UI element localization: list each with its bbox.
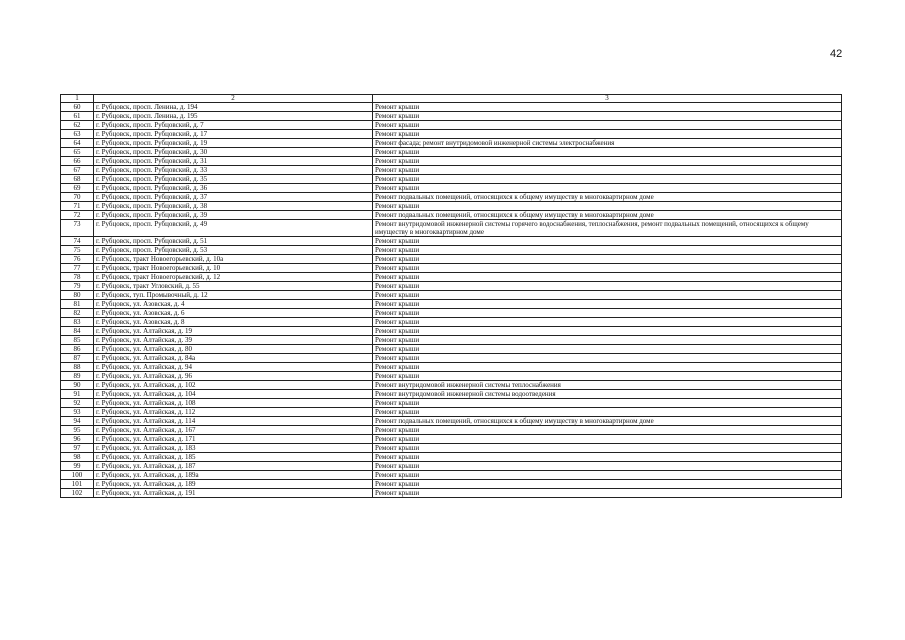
address-cell: г. Рубцовск, тракт Новоегорьевский, д. 10 [94, 264, 373, 273]
address-cell: г. Рубцовск, просп. Рубцовский, д. 31 [94, 157, 373, 166]
work-type-cell: Ремонт крыши [373, 157, 842, 166]
address-cell: г. Рубцовск, просп. Рубцовский, д. 53 [94, 246, 373, 255]
work-type-cell: Ремонт крыши [373, 354, 842, 363]
row-number-cell: 81 [61, 300, 94, 309]
row-number-cell: 82 [61, 309, 94, 318]
work-type-cell: Ремонт крыши [373, 435, 842, 444]
row-number-cell: 92 [61, 399, 94, 408]
address-cell: г. Рубцовск, просп. Рубцовский, д. 38 [94, 202, 373, 211]
table-row [61, 148, 842, 157]
address-cell: г. Рубцовск, ул. Алтайская, д. 167 [94, 426, 373, 435]
row-number-cell: 62 [61, 121, 94, 130]
work-type-cell: Ремонт крыши [373, 471, 842, 480]
address-cell: г. Рубцовск, ул. Алтайская, д. 96 [94, 372, 373, 381]
work-type-cell: Ремонт внутридомовой инженерной системы водоотведения [373, 390, 842, 399]
address-cell: г. Рубцовск, ул. Алтайская, д. 189 [94, 480, 373, 489]
table-row [61, 489, 842, 498]
page-number: 42 [830, 48, 843, 60]
table-row [61, 291, 842, 300]
row-number-cell: 68 [61, 175, 94, 184]
row-number-cell: 91 [61, 390, 94, 399]
address-cell: г. Рубцовск, ул. Алтайская, д. 19 [94, 327, 373, 336]
table-row [61, 309, 842, 318]
table-row [61, 112, 842, 121]
table-row [61, 184, 842, 193]
work-type-cell: Ремонт крыши [373, 336, 842, 345]
work-type-cell: Ремонт крыши [373, 309, 842, 318]
address-cell: г. Рубцовск, ул. Алтайская, д. 187 [94, 462, 373, 471]
header-col-2: 2 [94, 95, 373, 103]
row-number-cell: 89 [61, 372, 94, 381]
address-cell: г. Рубцовск, ул. Азовская, д. 8 [94, 318, 373, 327]
address-cell: г. Рубцовск, ул. Алтайская, д. 94 [94, 363, 373, 372]
table-row [61, 211, 842, 220]
work-type-cell: Ремонт крыши [373, 480, 842, 489]
table-row [61, 166, 842, 175]
work-type-cell: Ремонт внутридомовой инженерной системы теплоснабжения [373, 381, 842, 390]
work-type-cell: Ремонт крыши [373, 130, 842, 139]
address-cell: г. Рубцовск, ул. Алтайская, д. 102 [94, 381, 373, 390]
table-row [61, 157, 842, 166]
work-type-cell: Ремонт крыши [373, 327, 842, 336]
address-cell: г. Рубцовск, просп. Рубцовский, д. 36 [94, 184, 373, 193]
address-cell: г. Рубцовск, тракт Новоегорьевский, д. 12 [94, 273, 373, 282]
table-row [61, 103, 842, 112]
table-row [61, 363, 842, 372]
row-number-cell: 90 [61, 381, 94, 390]
work-type-cell: Ремонт крыши [373, 103, 842, 112]
address-cell: г. Рубцовск, туп. Промывочный, д. 12 [94, 291, 373, 300]
address-cell: г. Рубцовск, ул. Алтайская, д. 189а [94, 471, 373, 480]
row-number-cell: 63 [61, 130, 94, 139]
work-type-cell: Ремонт крыши [373, 175, 842, 184]
work-type-cell: Ремонт крыши [373, 462, 842, 471]
work-type-cell: Ремонт крыши [373, 121, 842, 130]
address-cell: г. Рубцовск, ул. Алтайская, д. 39 [94, 336, 373, 345]
table-row [61, 345, 842, 354]
row-number-cell: 94 [61, 417, 94, 426]
address-cell: г. Рубцовск, просп. Ленина, д. 195 [94, 112, 373, 121]
header-col-1: 1 [61, 95, 94, 103]
work-type-cell: Ремонт крыши [373, 363, 842, 372]
row-number-cell: 99 [61, 462, 94, 471]
table-row [61, 453, 842, 462]
table-row [61, 354, 842, 363]
address-cell: г. Рубцовск, просп. Рубцовский, д. 51 [94, 237, 373, 246]
work-type-cell: Ремонт крыши [373, 273, 842, 282]
table-row [61, 327, 842, 336]
row-number-cell: 67 [61, 166, 94, 175]
work-type-cell: Ремонт подвальных помещений, относящихся к общему имуществу в многоквартирном доме [373, 193, 842, 202]
work-type-cell: Ремонт крыши [373, 148, 842, 157]
address-cell: г. Рубцовск, просп. Рубцовский, д. 35 [94, 175, 373, 184]
table-row [61, 390, 842, 399]
address-cell: г. Рубцовск, просп. Рубцовский, д. 49 [94, 220, 373, 237]
table-row [61, 255, 842, 264]
work-type-cell: Ремонт крыши [373, 300, 842, 309]
table-row [61, 318, 842, 327]
work-type-cell: Ремонт крыши [373, 264, 842, 273]
work-type-cell: Ремонт крыши [373, 318, 842, 327]
address-cell: г. Рубцовск, просп. Рубцовский, д. 33 [94, 166, 373, 175]
work-type-cell: Ремонт крыши [373, 399, 842, 408]
work-type-cell: Ремонт фасада; ремонт внутридомовой инженерной системы электроснабжения [373, 139, 842, 148]
work-type-cell: Ремонт внутридомовой инженерной системы горячего водоснабжения, теплоснабжения, ремонт подвальных помещений, относящихся к общему имуществу в многоквартирном доме [373, 220, 842, 237]
table-row [61, 435, 842, 444]
row-number-cell: 101 [61, 480, 94, 489]
table-body [61, 103, 842, 498]
row-number-cell: 98 [61, 453, 94, 462]
work-type-cell: Ремонт крыши [373, 184, 842, 193]
table-row [61, 139, 842, 148]
work-type-cell: Ремонт крыши [373, 444, 842, 453]
address-cell: г. Рубцовск, ул. Алтайская, д. 171 [94, 435, 373, 444]
table-row [61, 372, 842, 381]
row-number-cell: 64 [61, 139, 94, 148]
address-cell: г. Рубцовск, просп. Рубцовский, д. 39 [94, 211, 373, 220]
table-row [61, 462, 842, 471]
table-row [61, 193, 842, 202]
table-row [61, 121, 842, 130]
address-cell: г. Рубцовск, просп. Рубцовский, д. 37 [94, 193, 373, 202]
row-number-cell: 86 [61, 345, 94, 354]
work-type-cell: Ремонт крыши [373, 166, 842, 175]
table-row [61, 480, 842, 489]
table-row [61, 220, 842, 237]
row-number-cell: 78 [61, 273, 94, 282]
work-type-cell: Ремонт крыши [373, 345, 842, 354]
work-type-cell: Ремонт крыши [373, 255, 842, 264]
row-number-cell: 79 [61, 282, 94, 291]
work-type-cell: Ремонт крыши [373, 202, 842, 211]
work-type-cell: Ремонт крыши [373, 372, 842, 381]
table-row [61, 381, 842, 390]
row-number-cell: 71 [61, 202, 94, 211]
work-type-cell: Ремонт крыши [373, 112, 842, 121]
work-type-cell: Ремонт крыши [373, 453, 842, 462]
work-type-cell: Ремонт подвальных помещений, относящихся к общему имуществу в многоквартирном доме [373, 417, 842, 426]
row-number-cell: 75 [61, 246, 94, 255]
work-type-cell: Ремонт крыши [373, 426, 842, 435]
work-type-cell: Ремонт крыши [373, 237, 842, 246]
work-type-cell: Ремонт подвальных помещений, относящихся к общему имуществу в многоквартирном доме [373, 211, 842, 220]
address-cell: г. Рубцовск, ул. Азовская, д. 4 [94, 300, 373, 309]
work-type-cell: Ремонт крыши [373, 291, 842, 300]
work-type-cell: Ремонт крыши [373, 489, 842, 498]
work-type-cell: Ремонт крыши [373, 282, 842, 291]
address-cell: г. Рубцовск, ул. Алтайская, д. 185 [94, 453, 373, 462]
table-row [61, 246, 842, 255]
address-cell: г. Рубцовск, просп. Рубцовский, д. 17 [94, 130, 373, 139]
row-number-cell: 83 [61, 318, 94, 327]
row-number-cell: 76 [61, 255, 94, 264]
row-number-cell: 70 [61, 193, 94, 202]
table-row [61, 444, 842, 453]
row-number-cell: 73 [61, 220, 94, 237]
address-cell: г. Рубцовск, просп. Рубцовский, д. 19 [94, 139, 373, 148]
table-row [61, 202, 842, 211]
table-row [61, 336, 842, 345]
address-cell: г. Рубцовск, ул. Алтайская, д. 112 [94, 408, 373, 417]
row-number-cell: 102 [61, 489, 94, 498]
address-cell: г. Рубцовск, ул. Азовская, д. 6 [94, 309, 373, 318]
row-number-cell: 93 [61, 408, 94, 417]
row-number-cell: 97 [61, 444, 94, 453]
table-row [61, 175, 842, 184]
table-row [61, 282, 842, 291]
row-number-cell: 77 [61, 264, 94, 273]
address-cell: г. Рубцовск, ул. Алтайская, д. 183 [94, 444, 373, 453]
address-cell: г. Рубцовск, тракт Угловский, д. 55 [94, 282, 373, 291]
address-cell: г. Рубцовск, ул. Алтайская, д. 191 [94, 489, 373, 498]
header-col-3: 3 [373, 95, 842, 103]
row-number-cell: 72 [61, 211, 94, 220]
row-number-cell: 69 [61, 184, 94, 193]
work-type-cell: Ремонт крыши [373, 246, 842, 255]
address-cell: г. Рубцовск, ул. Алтайская, д. 80 [94, 345, 373, 354]
work-type-cell: Ремонт крыши [373, 408, 842, 417]
address-cell: г. Рубцовск, просп. Рубцовский, д. 7 [94, 121, 373, 130]
row-number-cell: 74 [61, 237, 94, 246]
header-row [61, 95, 842, 103]
table-row [61, 471, 842, 480]
row-number-cell: 84 [61, 327, 94, 336]
address-cell: г. Рубцовск, ул. Алтайская, д. 114 [94, 417, 373, 426]
address-cell: г. Рубцовск, тракт Новоегорьевский, д. 10а [94, 255, 373, 264]
table-row [61, 273, 842, 282]
table-row [61, 130, 842, 139]
table-row [61, 417, 842, 426]
row-number-cell: 88 [61, 363, 94, 372]
row-number-cell: 95 [61, 426, 94, 435]
table-header [61, 95, 842, 103]
table-row [61, 300, 842, 309]
row-number-cell: 60 [61, 103, 94, 112]
registry-table [60, 94, 842, 498]
table-row [61, 399, 842, 408]
address-cell: г. Рубцовск, просп. Рубцовский, д. 30 [94, 148, 373, 157]
table-row [61, 408, 842, 417]
row-number-cell: 80 [61, 291, 94, 300]
table-row [61, 237, 842, 246]
row-number-cell: 65 [61, 148, 94, 157]
row-number-cell: 100 [61, 471, 94, 480]
table-row [61, 426, 842, 435]
row-number-cell: 87 [61, 354, 94, 363]
row-number-cell: 85 [61, 336, 94, 345]
address-cell: г. Рубцовск, просп. Ленина, д. 194 [94, 103, 373, 112]
address-cell: г. Рубцовск, ул. Алтайская, д. 84а [94, 354, 373, 363]
table-row [61, 264, 842, 273]
address-cell: г. Рубцовск, ул. Алтайская, д. 108 [94, 399, 373, 408]
row-number-cell: 61 [61, 112, 94, 121]
address-cell: г. Рубцовск, ул. Алтайская, д. 104 [94, 390, 373, 399]
row-number-cell: 66 [61, 157, 94, 166]
row-number-cell: 96 [61, 435, 94, 444]
